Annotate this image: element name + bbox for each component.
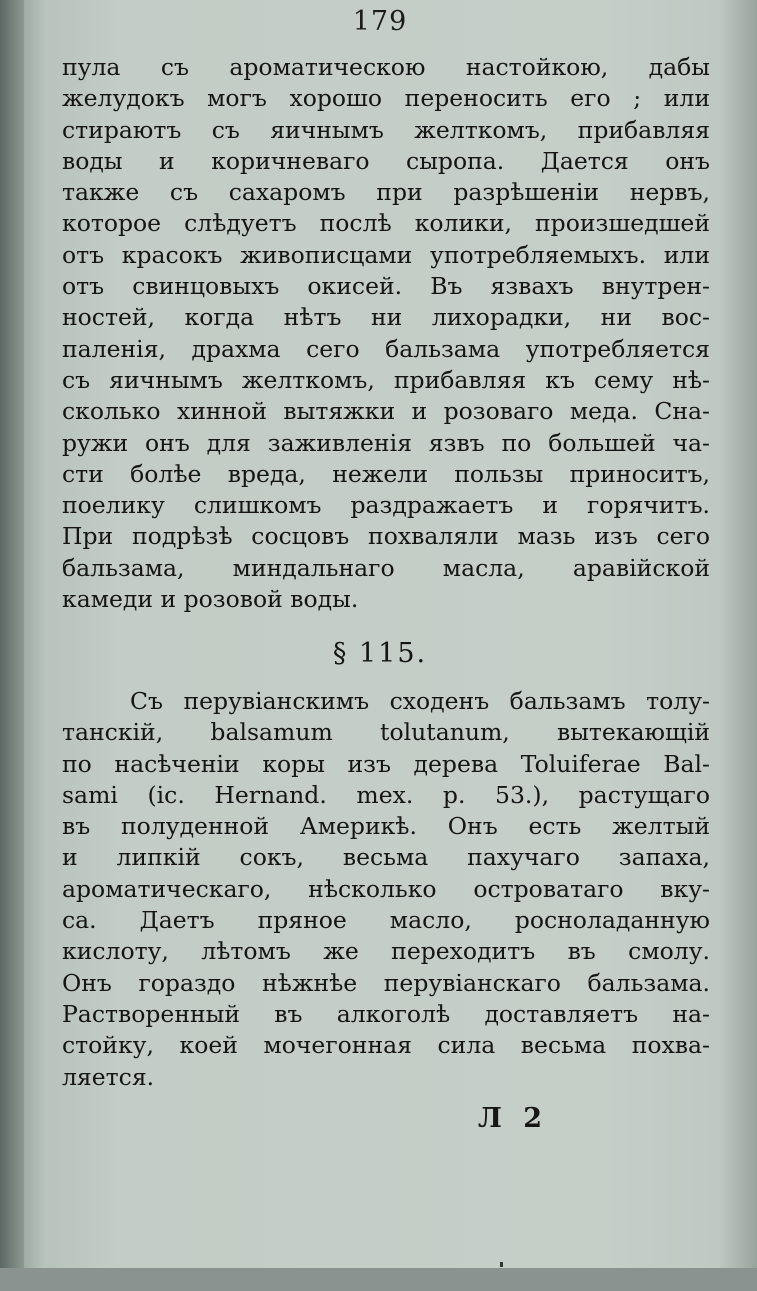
text-line: сти болѣе вреда, нежели пользы приноситъ, bbox=[62, 459, 710, 488]
signature-mark: Л 2 bbox=[478, 1103, 549, 1134]
text-line: стойку, коей мочегонная сила весьма похва- bbox=[62, 1031, 710, 1060]
text-line: поелику слишкомъ раздражаетъ и горячитъ. bbox=[62, 491, 710, 520]
text-line: При подрѣзѣ сосцовъ похваляли мазь изъ сего bbox=[62, 522, 710, 551]
text-line: камеди и розовой воды. bbox=[62, 585, 359, 614]
text-line: въ полуденной Америкѣ. Онъ есть желтый bbox=[62, 812, 710, 841]
text-line: воды и коричневаго сыропа. Дается онъ bbox=[62, 146, 710, 175]
text-line: ностей, когда нѣтъ ни лихорадки, ни вос- bbox=[62, 303, 710, 332]
text-line: которое слѣдуетъ послѣ колики, произшедшей bbox=[62, 209, 710, 238]
section-heading: § 115. bbox=[332, 638, 428, 669]
text-line: также съ сахаромъ при разрѣшеніи нервъ, bbox=[62, 178, 710, 207]
text-line: бальзама, миндальнаго масла, аравійской bbox=[62, 553, 710, 582]
text-line: Растворенный въ алкоголѣ доставляетъ на- bbox=[62, 999, 710, 1028]
text-line: пула съ ароматическою настойкою, дабы bbox=[62, 53, 710, 81]
text-line: по насѣченіи коры изъ дерева Toluiferae Bal- bbox=[62, 749, 710, 778]
text-line: ляется. bbox=[62, 1062, 155, 1091]
text-line: стираютъ съ яичнымъ желткомъ, прибавляя bbox=[62, 115, 710, 144]
page-number: 179 bbox=[352, 6, 408, 37]
text-line: танскій, balsamum tolutanum, вытекающій bbox=[62, 718, 710, 747]
text-line: Съ перувіанскимъ сходенъ бальзамъ толу- bbox=[130, 687, 710, 715]
text-line: и липкій сокъ, весьма пахучаго запаха, bbox=[62, 843, 710, 872]
text-line: кислоту, лѣтомъ же переходитъ въ смолу. bbox=[62, 937, 710, 966]
paragraph-2 bbox=[62, 686, 710, 1093]
scan-edge bbox=[0, 1268, 757, 1291]
text-line: съ яичнымъ желткомъ, прибавляя къ сему нѣ- bbox=[62, 365, 710, 394]
text-line: Онъ гораздо нѣжнѣе перувіанскаго бальзама. bbox=[62, 968, 710, 997]
text-line: са. Даетъ пряное масло, росноладанную bbox=[62, 906, 710, 935]
book-gutter bbox=[0, 0, 24, 1291]
text-line: ароматическаго, нѣсколько островатаго вку- bbox=[62, 874, 710, 903]
text-line: sami (ic. Hernand. mex. p. 53.), растущаго bbox=[62, 780, 710, 809]
text-line: отъ красокъ живописцами употребляемыхъ. или bbox=[62, 240, 710, 269]
paragraph-1 bbox=[62, 52, 710, 615]
text-line: ружи онъ для заживленія язвъ по большей ча- bbox=[62, 428, 710, 457]
text-line: желудокъ могъ хорошо переносить его ; или bbox=[62, 84, 710, 113]
text-line: паленія, драхма сего бальзама употребляется bbox=[62, 334, 710, 363]
text-line: отъ свинцовыхъ окисей. Въ язвахъ внутрен- bbox=[62, 272, 710, 301]
text-line: сколько хинной вытяжки и розоваго меда. Сна- bbox=[62, 397, 710, 426]
ink-speck bbox=[500, 1262, 503, 1267]
